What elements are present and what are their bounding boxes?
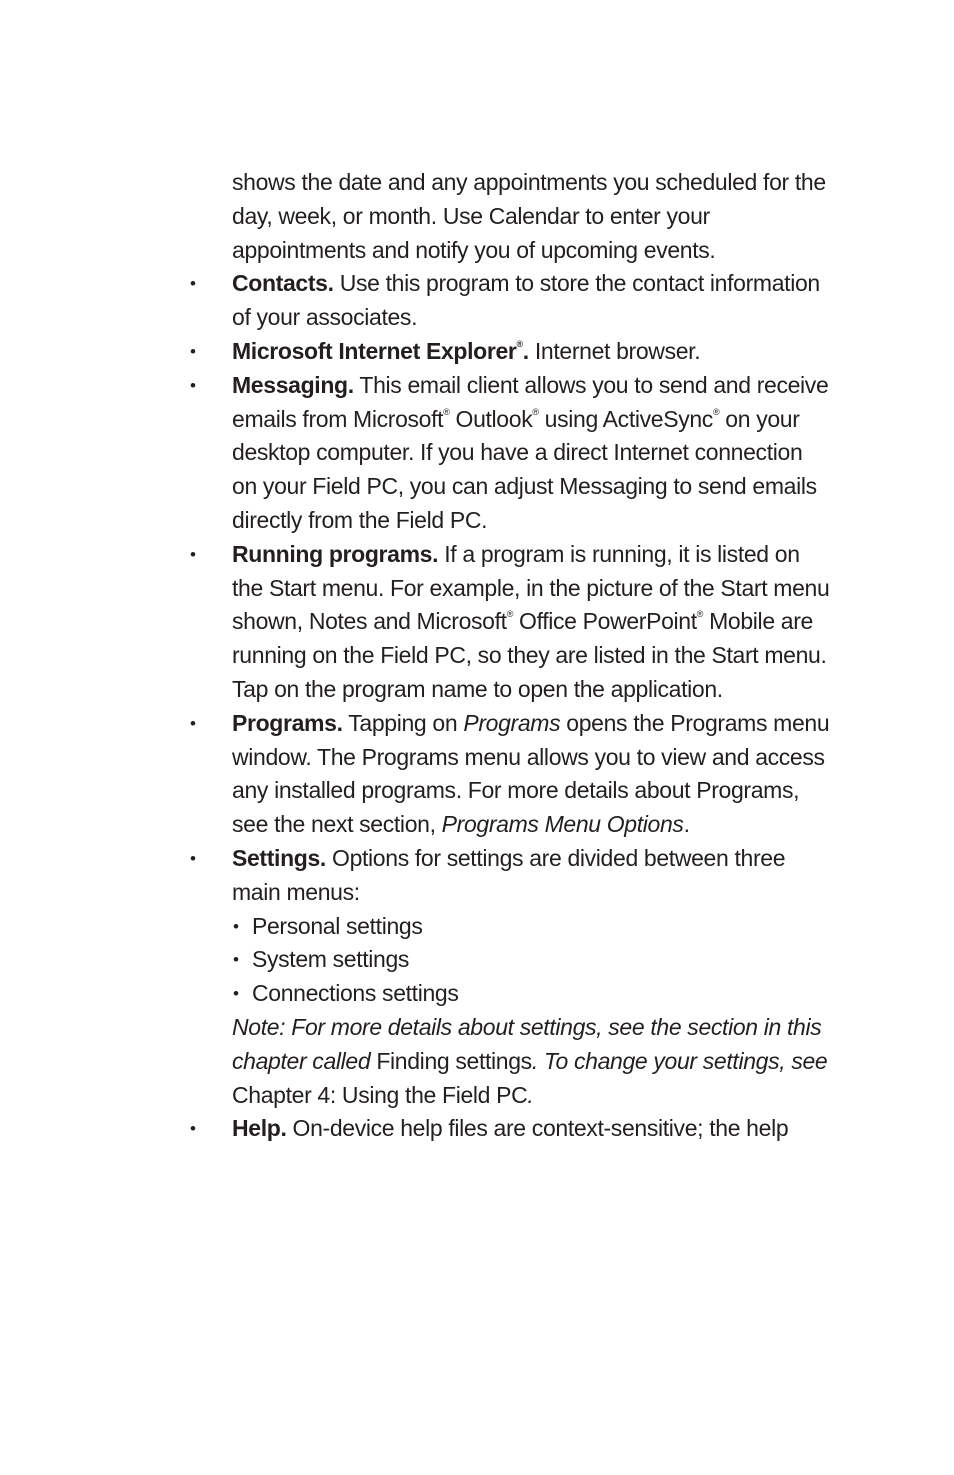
settings-sublist bbox=[232, 910, 832, 1011]
intro-paragraph: shows the date and any appointments you scheduled for the day, week, or month. Use Calendar to enter your appointments and notify you of upcoming events. bbox=[232, 169, 826, 263]
list-item-internet-explorer bbox=[232, 335, 832, 369]
list-item-contacts bbox=[232, 267, 832, 335]
settings-title: Settings. bbox=[232, 844, 326, 871]
registered-mark: ® bbox=[443, 406, 450, 417]
note-text-1: Note: For more details about settings, see the section in this chapter called bbox=[232, 1013, 822, 1074]
note-text-2: . To change your settings, see bbox=[531, 1047, 828, 1074]
explorer-title bbox=[232, 338, 529, 364]
running-text-3: Mobile are running on the Field PC, so they are listed in the Start menu. Tap on the program name to open the application. bbox=[232, 608, 827, 702]
programs-title: Programs. bbox=[232, 709, 343, 736]
note-text-3: . bbox=[527, 1081, 534, 1108]
explorer-title-text: Microsoft Internet Explorer bbox=[232, 337, 517, 364]
help-title: Help. bbox=[232, 1115, 287, 1142]
registered-mark: ® bbox=[712, 406, 720, 417]
list-item-programs bbox=[232, 707, 832, 842]
messaging-text-4: on your desktop computer. If you have a direct Internet connection on your Field PC, you can adjust Messaging to send emails directly from the Field PC. bbox=[232, 405, 817, 533]
settings-note bbox=[232, 1011, 832, 1112]
help-text: On-device help files are context-sensitive; the help bbox=[286, 1115, 789, 1142]
programs-section-reference: Programs Menu Options bbox=[441, 811, 684, 838]
running-text-1: If a program is running, it is listed on the Start menu. For example, in the picture of the Start menu shown, Notes and Microsoft bbox=[232, 540, 830, 635]
sublist-item-connections: • Connections settings bbox=[252, 977, 832, 1011]
programs-text-3: . bbox=[683, 811, 690, 838]
chapter-4-reference: Chapter 4: Using the Field PC bbox=[232, 1081, 528, 1108]
contacts-text: Use this program to store the contact information of your associates. bbox=[232, 270, 820, 331]
running-title: Running programs. bbox=[232, 540, 439, 567]
programs-text-1: Tapping on bbox=[342, 709, 464, 736]
list-item-messaging bbox=[232, 369, 832, 538]
finding-settings-reference: Finding settings bbox=[376, 1047, 532, 1074]
programs-text-2: opens the Programs menu window. The Programs menu allows you to view and access any installed programs. For more details about Programs, see the next section, bbox=[232, 709, 830, 838]
list-item-running-programs bbox=[232, 538, 832, 707]
registered-mark: ® bbox=[516, 338, 523, 349]
sublist-item-personal: • Personal settings bbox=[252, 910, 832, 944]
list-item-settings bbox=[232, 842, 832, 1112]
registered-mark: ® bbox=[506, 609, 513, 620]
page-content bbox=[232, 166, 832, 1146]
sublist-item-system: • System settings bbox=[252, 943, 832, 977]
registered-mark: ® bbox=[696, 609, 704, 620]
messaging-text-2: Outlook bbox=[449, 405, 533, 432]
messaging-title: Messaging. bbox=[232, 371, 354, 398]
settings-text: Options for settings are divided between three main menus: bbox=[232, 844, 786, 905]
programs-italic-1: Programs bbox=[463, 709, 561, 736]
contacts-title: Contacts. bbox=[232, 270, 334, 297]
explorer-text: Internet browser. bbox=[528, 337, 701, 364]
explorer-title-end: . bbox=[522, 337, 529, 364]
program-list bbox=[232, 267, 832, 1146]
registered-mark: ® bbox=[532, 406, 539, 417]
messaging-text-3: using ActiveSync bbox=[538, 405, 713, 432]
list-item-help bbox=[232, 1112, 832, 1146]
messaging-text-1: This email client allows you to send and receive emails from Microsoft bbox=[232, 371, 829, 432]
running-text-2: Office PowerPoint bbox=[513, 608, 697, 635]
